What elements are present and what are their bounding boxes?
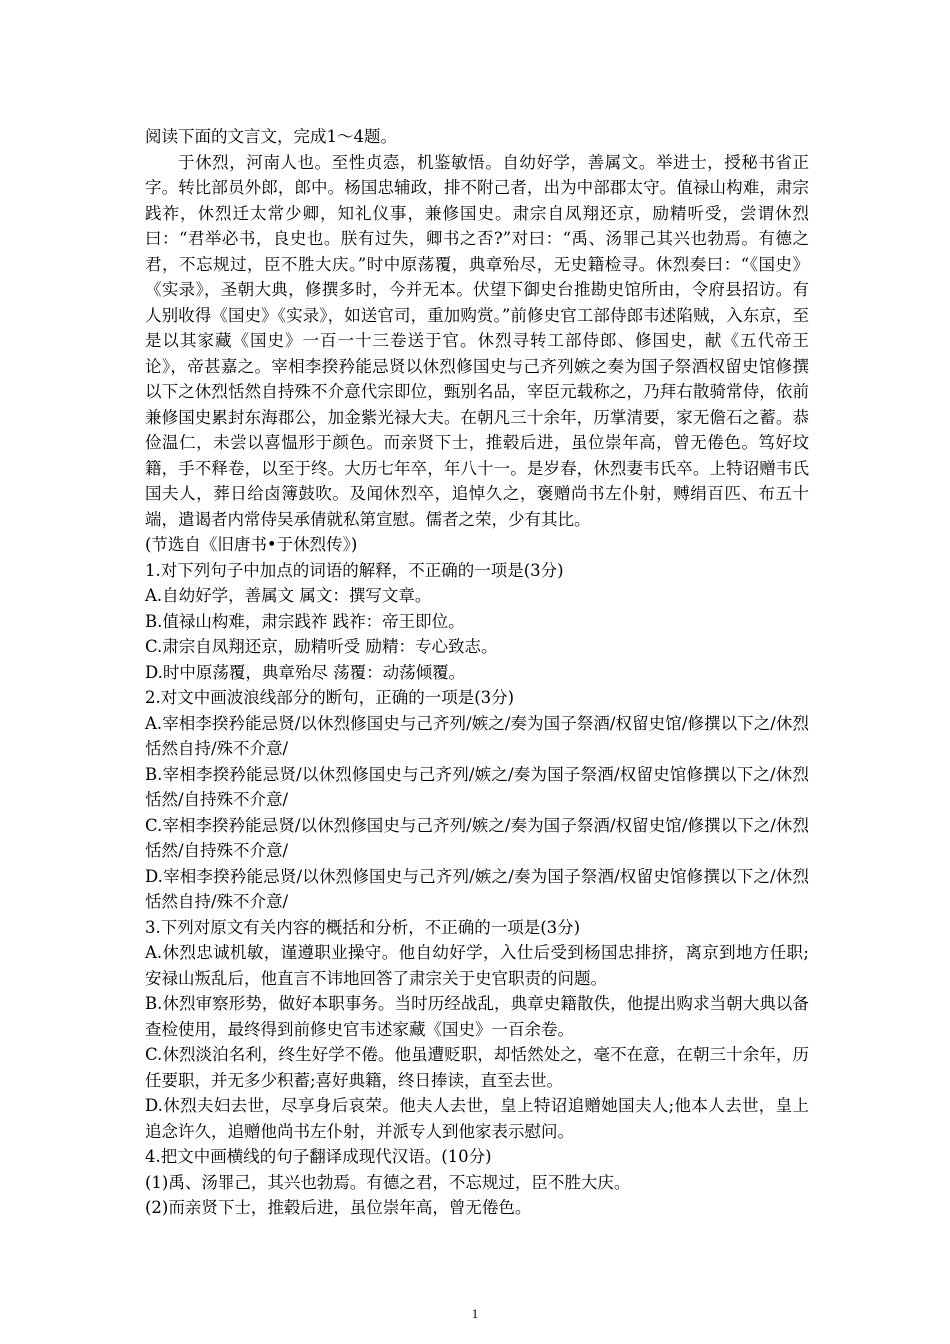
question-1 [145, 558, 809, 686]
question-2-option-a: A.宰相李揆矜能忌贤/以休烈修国史与己齐列/嫉之/奏为国子祭酒/权留史馆/修撰以下之/休烈恬然自持/殊不介意/ [145, 713, 809, 758]
question-1-option-c: C.肃宗自凤翔还京，励精听受 励精：专心致志。 [145, 637, 498, 656]
question-3-stem: 3.下列对原文有关内容的概括和分析，不正确的一项是(3分) [145, 917, 581, 937]
question-2 [145, 685, 809, 915]
question-1-option-d: D.时中原荡覆，典章殆尽 荡覆：动荡倾覆。 [145, 662, 466, 682]
question-4-item-1: (1)禹、汤罪己，其兴也勃焉。有德之君，不忘规过，臣不胜大庆。 [145, 1172, 631, 1192]
document-page [145, 124, 809, 1221]
question-3-option-d: D.休烈夫妇去世，尽享身后哀荣。他夫人去世，皇上特诏追赠她国夫人;他本人去世，皇上追念许久，追赠他尚书左仆射，并派专人到他家表示慰问。 [145, 1096, 809, 1141]
question-3-option-c: C.休烈淡泊名利，终生好学不倦。他虽遭贬职，却恬然处之，毫不在意，在朝三十余年，历任要职，并无多少积蓄;喜好典籍，终日捧读，直至去世。 [145, 1045, 809, 1090]
question-3 [145, 915, 809, 1145]
passage-source: (节选自《旧唐书•于休烈传》) [145, 535, 358, 554]
question-1-option-b: B.值禄山构难，肃宗践祚 践祚：帝王即位。 [145, 611, 465, 631]
classical-passage: 于休烈，河南人也。至性贞悫，机鉴敏悟。自幼好学，善属文。举进士，授秘书省正字。转比部员外郎，郎中。杨国忠辅政，排不附己者，出为中部郡太守。值禄山构难，肃宗践祚，休烈迁太常少卿，知礼仪事，兼修国史。肃宗自凤翔还京，励精听受，尝谓休烈曰：“君举必书，良史也。朕有过失，卿书之否?”对曰：“禹、汤罪己其兴也勃焉。有德之君，不忘规过，臣不胜大庆。”时中原荡覆，典章殆尽，无史籍检寻。休烈奏曰：“《国史》《实录》，圣朝大典，修撰多时，今并无本。伏望下御史台推勘史馆所由，令府县招访。有人别收得《国史》《实录》，如送官司，重加购赏。”前修史官工部侍郎韦述陷贼，入东京，至是以其家藏《国史》一百一十三卷送于官。休烈寻转工部侍郎、修国史，献《五代帝王论》，帝甚嘉之。宰相李揆矜能忌贤以休烈修国史与己齐列嫉之奏为国子祭酒权留史馆修撰以下之休烈恬然自持殊不介意代宗即位，甄别名品，宰臣元载称之，乃拜右散骑常侍，依前兼修国史累封东海郡公，加金紫光禄大夫。在朝凡三十余年，历掌清要，家无儋石之蓄。恭俭温仁，未尝以喜愠形于颜色。而亲贤下士，推毂后进，虽位崇年高，曾无倦色。笃好坟籍，手不释卷，以至于终。大历七年卒，年八十一。是岁春，休烈妻韦氏卒。上特诏赠韦氏国夫人，葬日给卤簿鼓吹。及闻休烈卒，追悼久之，褒赠尚书左仆射，赙绢百匹、布五十端，遣谒者内常侍吴承倩就私第宣慰。儒者之荣，少有其比。 [145, 152, 809, 529]
question-4 [145, 1144, 809, 1221]
question-2-option-d: D.宰相李揆矜能忌贤/以休烈修国史与己齐列/嫉之/奏为国子祭酒/权留史馆修撰以下之/休烈恬然自持/殊不介意/ [145, 866, 809, 911]
question-2-option-c: C.宰相李揆矜能忌贤/以休烈修国史与己齐列/嫉之/奏为国子祭酒/权留史馆/修撰以下之/休烈恬然/自持殊不介意/ [145, 815, 809, 860]
question-4-stem: 4.把文中画横线的句子翻译成现代汉语。(10分) [145, 1147, 492, 1166]
question-1-stem: 1.对下列句子中加点的词语的解释，不正确的一项是(3分) [145, 560, 564, 580]
question-4-item-2: (2)而亲贤下士，推毂后进，虽位崇年高，曾无倦色。 [145, 1198, 532, 1217]
question-3-option-b: B.休烈审察形势，做好本职事务。当时历经战乱，典章史籍散佚，他提出购求当朝大典以备查检使用，最终得到前修史官韦述家藏《国史》一百余卷。 [145, 994, 809, 1039]
question-1-option-a: A.自幼好学，善属文 属文：撰写文章。 [145, 586, 432, 605]
question-3-option-a: A.休烈忠诚机敏，谨遵职业操守。他自幼好学，入仕后受到杨国忠排挤，离京到地方任职;安禄山叛乱后，他直言不讳地回答了肃宗关于史官职责的问题。 [145, 943, 809, 988]
question-2-option-b: B.宰相李揆矜能忌贤/以休烈修国史与己齐列/嫉之/奏为国子祭酒/权留史馆修撰以下之/休烈恬然/自持殊不介意/ [145, 764, 809, 809]
question-2-stem: 2.对文中画波浪线部分的断句，正确的一项是(3分) [145, 688, 515, 707]
reading-instruction: 阅读下面的文言文，完成1～4题。 [145, 127, 397, 146]
page-number: 1 [471, 1306, 479, 1321]
